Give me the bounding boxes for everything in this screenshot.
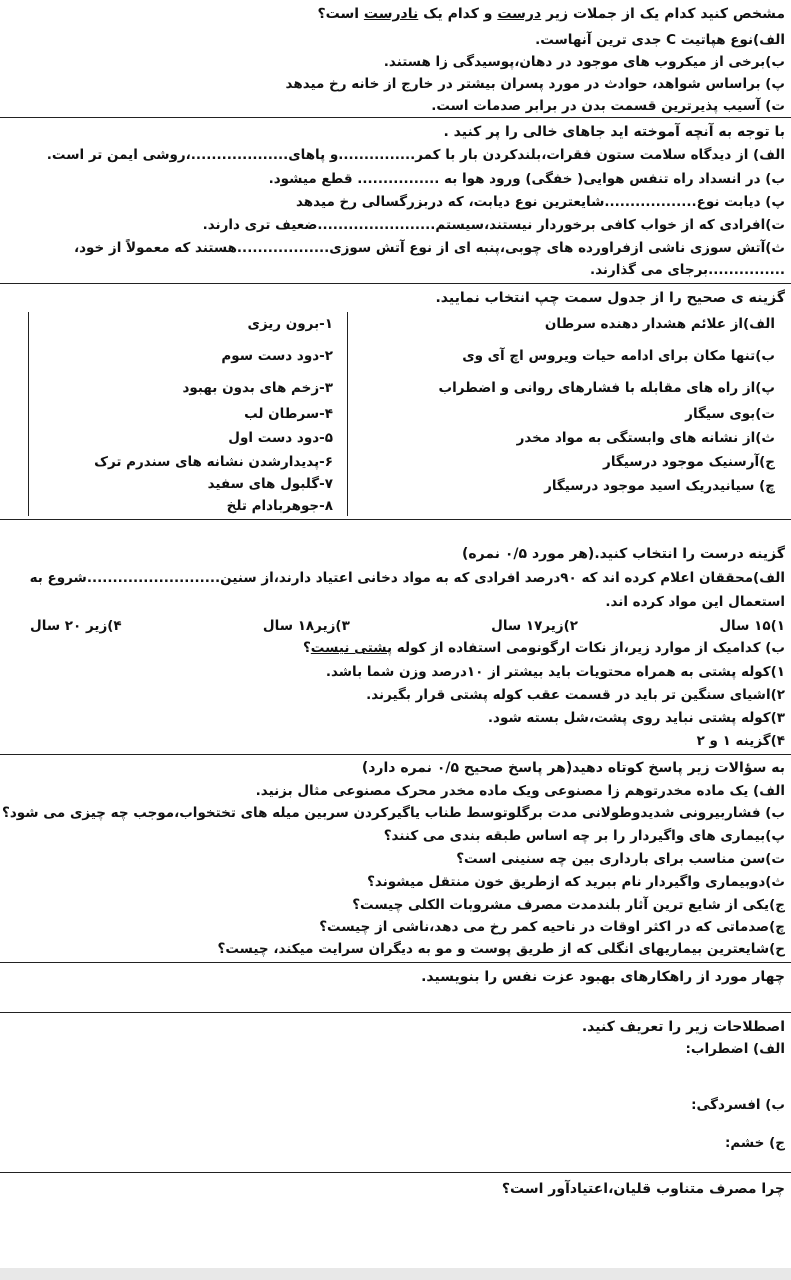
- section-short-answer: [0, 755, 791, 963]
- matching-answer: ۱-برون ریزی: [247, 316, 333, 332]
- fill-blank-item: ...............برجای می گذارند.: [589, 262, 785, 278]
- short-answer-item: ث)دوبیماری واگیردار نام ببرید که ازطریق خون منتقل میشوند؟: [367, 874, 785, 890]
- mc-option: ۴)زیر ۲۰ سال: [30, 618, 122, 634]
- self-esteem-question: چهار مورد از راهکارهای بهبود عزت نفس را بنویسید.: [421, 969, 785, 985]
- definition-item: الف) اضطراب:: [685, 1041, 785, 1057]
- matching-question: پ)از راه های مقابله با فشارهای روانی و اضطراب: [438, 380, 775, 396]
- section-multiple-choice: [0, 520, 791, 755]
- short-answer-item: الف) یک ماده مخدرتوهم زا مصنوعی ویک ماده مخدر محرک مصنوعی مثال بزنید.: [255, 783, 785, 799]
- section-fill-blanks: [0, 118, 791, 284]
- mc-option: ۲)زیر۱۷ سال: [491, 618, 579, 634]
- short-answer-item: ت)سن مناسب برای بارداری بین چه سنینی است؟: [456, 851, 785, 867]
- bottom-bar: [0, 1268, 791, 1280]
- matching-answer: ۷-گلبول های سفید: [207, 476, 333, 492]
- matching-answer: ۸-جوهربادام تلخ: [226, 498, 333, 514]
- short-answer-item: پ)بیماری های واگیردار را بر چه اساس طبقه بندی می کنند؟: [383, 828, 785, 844]
- mc-option: ۱)۱۵ سال: [719, 618, 785, 634]
- fill-blank-item: ت)افرادی که از خواب کافی برخوردار نیستند،سیستم.......................ضعیف تری دارند.: [202, 217, 785, 233]
- multiple-choice-title: گزینه درست را انتخاب کنید.(هر مورد ۰/۵ نمره): [461, 546, 785, 562]
- short-answer-item: ح)شایعترین بیماریهای انگلی که از طریق پوست و مو به دیگران سرایت میکند، چیست؟: [217, 941, 785, 957]
- fill-blanks-title: با توجه به آنچه آموخته اید جاهای خالی را پر کنید .: [443, 124, 785, 140]
- short-answer-item: ب) فشاربیرونی شدیدوطولانی مدت برگلوتوسط طناب یاگیرکردن سربین میله های تختخواب،موجب چه چیزی می شود؟: [2, 805, 785, 821]
- section-self-esteem: [0, 963, 791, 1013]
- fill-blank-item: پ) دیابت نوع..................شایعترین نوع دیابت، که دربزرگسالی رخ میدهد: [296, 194, 785, 210]
- definition-item: ب) افسردگی:: [691, 1097, 785, 1113]
- short-answer-item: چ)صدماتی که در اکثر اوقات در ناحیه کمر رخ می دهد،ناشی از چیست؟: [319, 919, 785, 935]
- definitions-title: اصطلاحات زیر را تعریف کنید.: [581, 1019, 785, 1035]
- section-true-false: [0, 0, 791, 118]
- fill-blank-item: ب) در انسداد راه تنفس هوایی( خفگی) ورود هوا به ................ قطع میشود.: [268, 171, 785, 187]
- matching-question: ث)از نشانه های وابستگی به مواد مخدر: [516, 430, 775, 446]
- matching-question: چ) سیانیدریک اسید موجود درسیگار: [544, 478, 775, 494]
- mc-question-1-cont: استعمال این مواد کرده اند.: [605, 594, 785, 610]
- true-false-item: الف)نوع هپاتیت C جدی ترین آنهاست.: [535, 32, 785, 48]
- short-answer-item: ج)یکی از شایع ترین آثار بلندمدت مصرف مشروبات الکلی چیست؟: [352, 897, 785, 913]
- matching-question: ت)بوی سیگار: [685, 406, 775, 422]
- matching-answer: ۴-سرطان لب: [244, 406, 333, 422]
- matching-answer: ۵-دود دست اول: [228, 430, 333, 446]
- matching-question: ب)تنها مکان برای ادامه حیات ویروس اچ آی وی: [462, 348, 775, 364]
- mc-question-1-options: [30, 616, 785, 636]
- true-false-item: ت) آسیب پذیرترین قسمت بدن در برابر صدمات است.: [431, 98, 785, 114]
- hookah-question: چرا مصرف متناوب قلیان،اعتیادآور است؟: [501, 1181, 785, 1197]
- fill-blank-item: ث)آتش سوزی ناشی ازفراورده های چوبی،پنبه ای از نوع آتش سوزی..................هستند که معمولاً از خود،: [73, 240, 785, 256]
- mc-option: ۳)کوله پشتی نباید روی پشت،شل بسته شود.: [487, 710, 785, 726]
- mc-option: ۲)اشیای سنگین تر باید در قسمت عقب کوله پشتی قرار بگیرند.: [366, 687, 785, 703]
- fill-blank-item: الف) از دیدگاه سلامت ستون فقرات،بلندکردن بار با کمر...............و پاهای...................،روشی ایمن تر است.: [46, 147, 785, 163]
- matching-question: الف)از علائم هشدار دهنده سرطان: [544, 316, 775, 332]
- definition-item: ج) خشم:: [724, 1135, 785, 1151]
- true-false-item: پ) براساس شواهد، حوادث در مورد پسران بیشتر در خارج از خانه رخ میدهد: [285, 76, 785, 92]
- mc-option: ۴)گزینه ۱ و ۲: [696, 733, 785, 749]
- section-matching: [0, 284, 791, 520]
- matching-answer: ۶-پدیدارشدن نشانه های سندرم ترک: [94, 454, 333, 470]
- matching-question: ج)آرسنیک موجود درسیگار: [603, 454, 775, 470]
- matching-table: [28, 312, 787, 516]
- mc-question-1: الف)محققان اعلام کرده اند که ۹۰درصد افرادی که به مواد دخانی اعتیاد دارند،از سنین..........................شروع به: [29, 570, 785, 586]
- true-false-title: مشخص کنید کدام یک از جملات زیر درست و کدام یک نادرست است؟: [317, 6, 785, 22]
- matching-title: گزینه ی صحیح را از جدول سمت چپ انتخاب نمایید.: [435, 290, 785, 306]
- mc-option: ۱)کوله پشتی به همراه محتویات باید بیشتر از ۱۰درصد وزن شما باشد.: [325, 664, 785, 680]
- matching-answer: ۳-زخم های بدون بهبود: [182, 380, 333, 396]
- section-hookah: [0, 1173, 791, 1268]
- matching-answer: ۲-دود دست سوم: [221, 348, 333, 364]
- section-definitions: [0, 1013, 791, 1173]
- short-answer-title: به سؤالات زیر پاسخ کوتاه دهید(هر پاسخ صحیح ۰/۵ نمره دارد): [361, 760, 785, 776]
- mc-option: ۳)زیر۱۸ سال: [262, 618, 350, 634]
- true-false-item: ب)برخی از میکروب های موجود در دهان،پوسیدگی زا هستند.: [383, 54, 785, 70]
- mc-question-2: ب) کدامیک از موارد زیر،از نکات ارگونومی استفاده از کوله پشتی نیست؟: [302, 640, 785, 656]
